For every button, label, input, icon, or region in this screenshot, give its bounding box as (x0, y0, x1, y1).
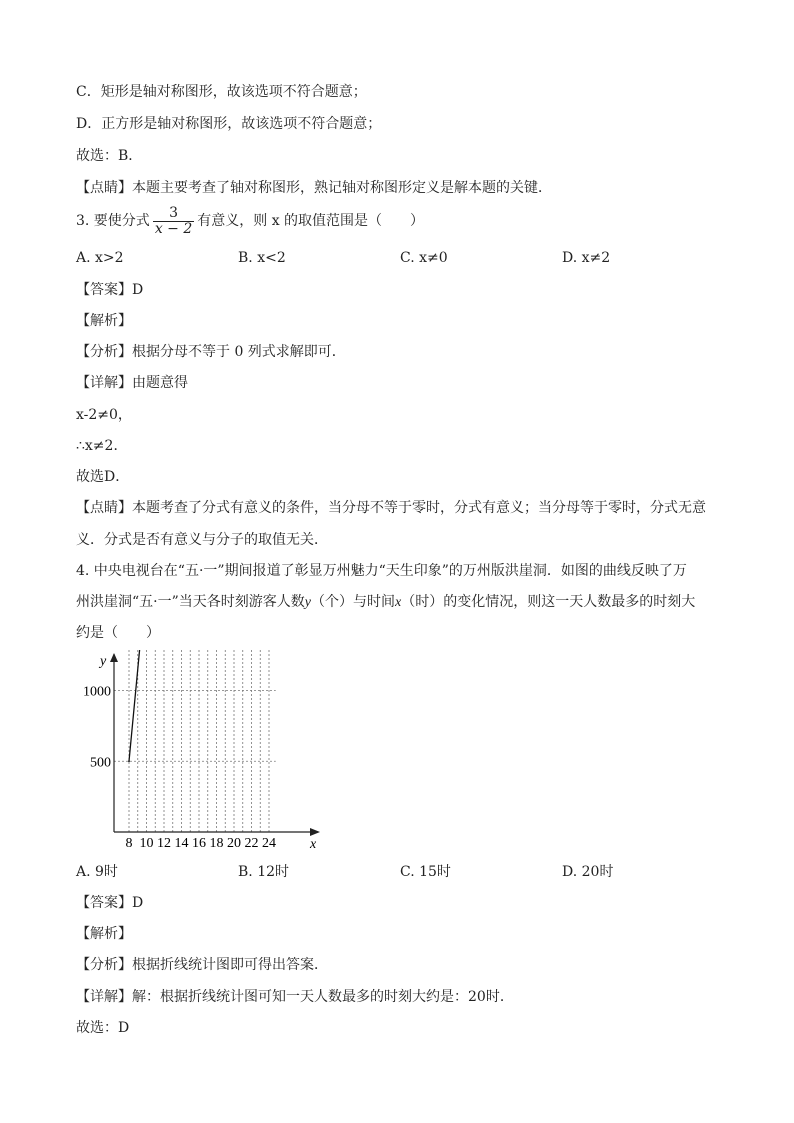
y-tick-label: 1000 (83, 684, 111, 700)
q4-stem-line-2-part-c: （时）的变化情况，则这一天人数最多的时刻大 (401, 594, 696, 610)
x-tick-label: 10 (139, 836, 154, 850)
data-point (128, 760, 130, 762)
q4-stem-line-3: 约是（ ） (76, 625, 160, 641)
q3-stem-suffix: 有意义，则 x 的取值范围是（ ） (197, 213, 425, 229)
x-tick-label: 18 (209, 836, 224, 850)
y-axis-arrow (110, 653, 118, 662)
y-axis-label: y (100, 654, 107, 669)
q4-option-b: B. 12时 (238, 864, 290, 880)
q4-line-chart (70, 650, 330, 850)
q3-analysis-title: 【解析】 (76, 313, 132, 329)
q4-answer: 【答案】D (76, 895, 144, 911)
q2-choice: 故选：B． (76, 148, 143, 164)
q4-analysis-title: 【解析】 (76, 926, 132, 942)
q4-var-x: x (394, 595, 402, 610)
q3-step-1: x-2≠0， (76, 407, 132, 423)
q3-comment-line-2: 义．分式是否有意义与分子的取值无关． (76, 532, 328, 548)
q3-analysis: 【分析】根据分母不等于 0 列式求解即可． (76, 344, 346, 360)
q4-stem-line-2 (76, 592, 695, 613)
q3-stem (76, 204, 424, 238)
x-tick-label: 8 (125, 836, 133, 850)
q3-fraction (153, 206, 194, 237)
x-tick-label: 16 (192, 836, 206, 850)
q4-option-c: C. 15时 (400, 864, 451, 880)
x-tick-label: 12 (157, 836, 171, 850)
q2-option-d-explain: D．正方形是轴对称图形，故该选项不符合题意； (76, 116, 382, 132)
q4-stem-line-2-part-a: 州洪崖洞“五·一”当天各时刻游客人数 (76, 594, 305, 610)
x-axis-label: x (310, 837, 317, 850)
q3-option-a: A. x>2 (76, 250, 124, 266)
q3-detail: 【详解】由题意得 (76, 375, 188, 391)
q3-comment-line-1: 【点睛】本题考查了分式有意义的条件，当分母不等于零时，分式有意义；当分母等于零时，分式无意 (76, 500, 706, 516)
q3-answer: 【答案】D (76, 282, 144, 298)
q4-stem-line-1: 4. 中央电视台在“五·一”期间报道了彰显万州魅力“天生印象”的万州版洪崖洞．如图的曲线反映了万 (76, 563, 687, 579)
q4-analysis: 【分析】根据折线统计图即可得出答案． (76, 957, 328, 973)
q3-stem-prefix: 3. 要使分式 (76, 213, 150, 229)
y-tick-label: 500 (90, 755, 111, 771)
q3-option-c: C. x≠0 (400, 250, 448, 266)
x-axis-arrow (310, 828, 320, 836)
q4-stem-line-2-part-b: （个）与时间 (310, 594, 395, 610)
q4-option-a: A. 9时 (76, 864, 118, 880)
x-tick-label: 14 (174, 836, 189, 850)
q3-step-2: ∴x≠2． (76, 438, 128, 454)
x-tick-label: 22 (244, 836, 259, 850)
q4-detail: 【详解】解：根据折线统计图可知一天人数最多的时刻大约是：20时． (76, 989, 514, 1005)
q2-option-c-explain: C．矩形是轴对称图形，故该选项不符合题意； (76, 84, 367, 100)
q3-option-b: B. x<2 (238, 250, 286, 266)
x-tick-label: 24 (262, 836, 276, 850)
q3-choice: 故选D． (76, 469, 130, 485)
q2-comment: 【点睛】本题主要考查了轴对称图形，熟记轴对称图形定义是解本题的关键． (76, 180, 552, 196)
q3-fraction-denominator: x − 2 (154, 220, 193, 237)
q4-var-y: y (304, 595, 311, 610)
q4-option-d: D. 20时 (562, 864, 614, 880)
q3-option-d: D. x≠2 (562, 250, 611, 266)
q3-fraction-numerator: 3 (153, 206, 194, 222)
x-tick-label: 20 (227, 836, 241, 850)
q4-choice: 故选：D (76, 1020, 130, 1036)
